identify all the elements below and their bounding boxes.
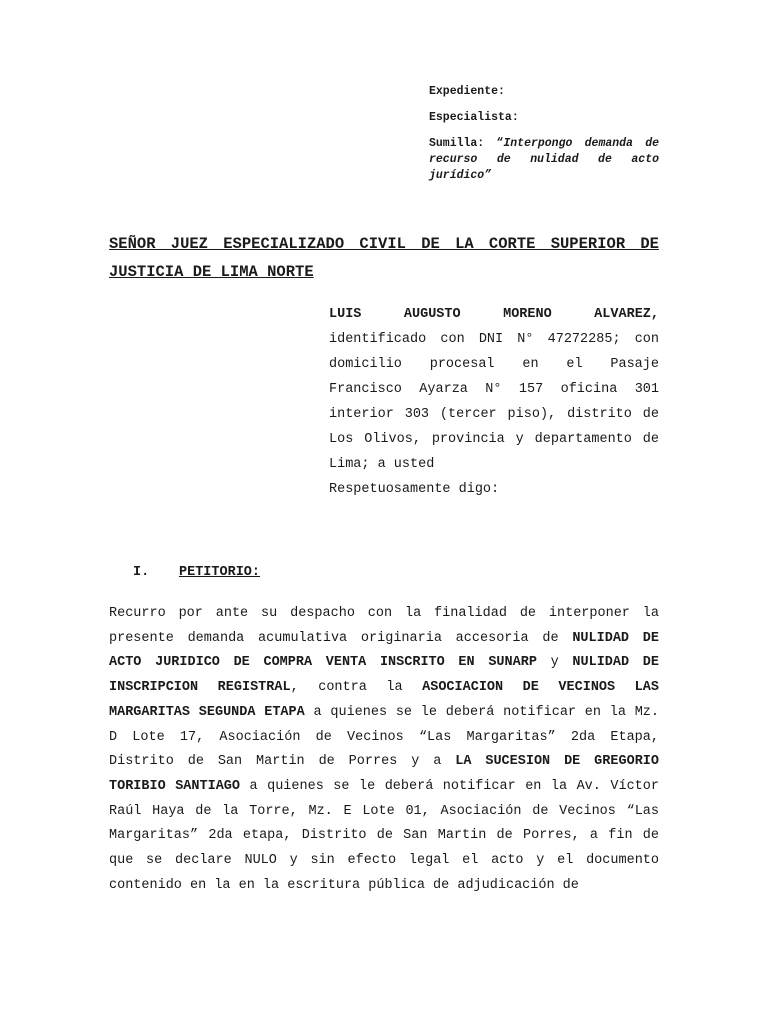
body-bold-4: LA SUCESION DE GREGORIO TORIBIO SANTIAGO (109, 754, 659, 794)
plaintiff-details: identificado con DNI N° 47272285; con domicilio procesal en el Pasaje Francisco Ayarza N° 157 oficina 301 interior 303 (tercer piso), distrito de Los Olivos, provincia y departamento de Lima; a usted (329, 332, 659, 472)
body-text-3: , contra la (290, 680, 423, 696)
sumilla (429, 136, 659, 184)
expediente-label: Expediente: (429, 85, 505, 98)
plaintiff-closing: Respetuosamente digo: (329, 482, 500, 497)
section-number: I. (133, 565, 150, 580)
body-text-4: a quienes se le deberá notificar en la Mz. D Lote 17, Asociación de Vecinos “Las Margaritas” 2da Etapa, Distrito de San Martin de Porres y a (109, 704, 660, 770)
body-bold-2: NULIDAD DE INSCRIPCION REGISTRAL (109, 655, 659, 696)
plaintiff-name: LUIS AUGUSTO MORENO ALVAREZ, (329, 307, 659, 322)
body-text-2: y (536, 655, 573, 671)
sumilla-close-quote: ” (484, 169, 492, 182)
section-heading-petitorio (133, 562, 260, 584)
body-bold-1: NULIDAD DE ACTO JURIDICO DE COMPRA VENTA INSCRITO EN SUNARP (109, 630, 659, 671)
body-text-5: a quienes se le deberá notificar en la Av. Víctor Raúl Haya de la Torre, Mz. E Lote 01, Asociación de Vecinos “Las Margaritas” 2da etapa, Distrito de San Martin de Porres, a fin de que se declare NULO y sin efecto legal el acto y el documento contenido en la en la escritura pública de adjudicación de (109, 778, 659, 893)
body-bold-3: ASOCIACION DE VECINOS LAS MARGARITAS SEGUNDA ETAPA (109, 680, 659, 720)
section-title: PETITORIO: (179, 565, 261, 580)
case-header (429, 84, 659, 194)
sumilla-text: Interpongo demanda de recurso de nulidad de acto jurídico (429, 137, 659, 182)
addressee-heading: SEÑOR JUEZ ESPECIALIZADO CIVIL DE LA CORTE SUPERIOR DE JUSTICIA DE LIMA NORTE (109, 235, 659, 281)
plaintiff-block (329, 302, 659, 502)
especialista-label: Especialista: (429, 111, 519, 124)
sumilla-label: Sumilla: “ (429, 137, 504, 150)
body-text-1: Recurro por ante su despacho con la finalidad de interponer la presente demanda acumulativa originaria accesoria de (109, 606, 659, 646)
petitorio-paragraph (109, 602, 659, 898)
